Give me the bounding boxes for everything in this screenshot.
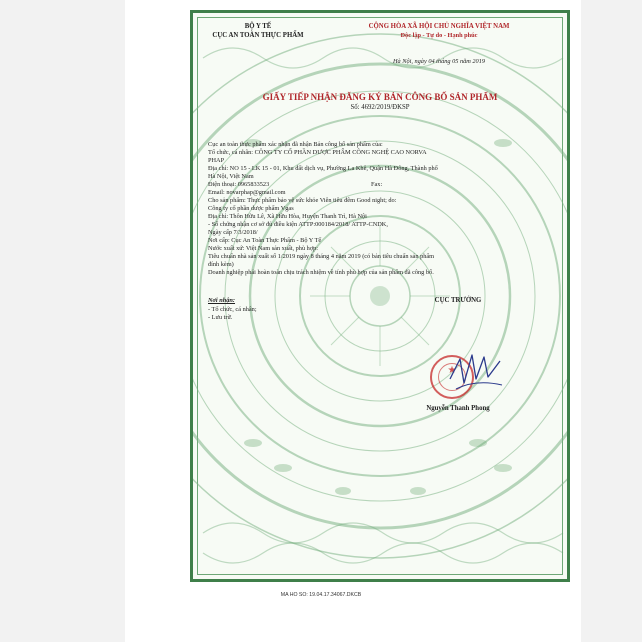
body-line: Nước xuất xứ: Việt Nam sản xuất, phù hợp: bbox=[208, 245, 319, 252]
body-line: Hà Nội, Việt Nam bbox=[208, 173, 254, 180]
body-line: Cho sản phẩm: Thực phẩm bảo vệ sức khỏe Viên tiêu đêm Good night; do: bbox=[208, 197, 397, 204]
recipient-item: - Lưu trữ. bbox=[208, 314, 233, 321]
document-title: GIẤY TIẾP NHẬN ĐĂNG KÝ BẢN CÔNG BỐ SẢN PHẨM bbox=[262, 92, 498, 102]
body-line: Cục an toàn thực phẩm xác nhận đã nhận Bản công bố sản phẩm của: bbox=[208, 141, 383, 148]
department-name: CỤC AN TOÀN THỰC PHẨM bbox=[212, 32, 304, 39]
body-line: PHAP bbox=[208, 157, 225, 164]
country-name: CỘNG HÒA XÃ HỘI CHỦ NGHĨA VIỆT NAM bbox=[368, 23, 510, 30]
body-line: - Số chứng nhận cơ sở đủ điều kiện ATTP:000184/2018/ ATTP-CNDK, bbox=[208, 221, 388, 228]
body-line: Ngày cấp 7/3/2018/ bbox=[208, 229, 258, 236]
dossier-code: MA HO SO: 19.04.17.34067.DKCB bbox=[280, 592, 362, 598]
body-line: đính kèm) bbox=[208, 261, 234, 268]
signer-title: CỤC TRƯỞNG bbox=[434, 297, 482, 304]
recipient-item: - Tổ chức, cá nhân; bbox=[208, 306, 257, 313]
body-line: Địa chỉ: NO 15 - LK 15 - 01, Khu đất dịch vụ, Phường La Khê, Quận Hà Đông, Thành phố bbox=[208, 165, 438, 172]
document-number: Số: 4692/2019/ĐKSP bbox=[350, 104, 410, 111]
issue-date: Hà Nội, ngày 04 tháng 05 năm 2019 bbox=[392, 58, 485, 65]
body-line: Điện thoại: 0965833523 bbox=[208, 181, 270, 188]
body-line: Email: novarphap@gmail.com bbox=[208, 189, 286, 196]
ministry-name: BỘ Y TẾ bbox=[244, 23, 272, 30]
body-line: Tổ chức, cá nhân: CÔNG TY CỔ PHẦN DƯỢC PHẨM CÔNG NGHỆ CAO NORVA bbox=[208, 149, 427, 156]
seal-star-icon: ★ bbox=[447, 365, 457, 376]
signer-name: Nguyễn Thanh Phong bbox=[426, 405, 490, 412]
handwritten-signature bbox=[446, 349, 506, 397]
body-line: Tiêu chuẩn nhà sản xuất số 1/2019 ngày 8 tháng 4 năm 2019 (có bản tiêu chuẩn sản phẩm bbox=[208, 253, 435, 260]
body-line: Doanh nghiệp phải hoàn toàn chịu trách nhiệm về tính phù hợp của sản phẩm đã công bố. bbox=[208, 269, 434, 276]
national-motto: Độc lập - Tự do - Hạnh phúc bbox=[400, 32, 478, 39]
certificate-document bbox=[190, 10, 570, 582]
recipients-label: Nơi nhận: bbox=[208, 297, 236, 304]
fax-label: Fax: bbox=[371, 181, 383, 188]
body-line: Nơi cấp: Cục An Toàn Thực Phẩm - Bộ Y Tế bbox=[208, 237, 322, 244]
body-line: Công ty cổ phần dược phẩm Vgas bbox=[208, 205, 294, 212]
body-line: Địa chỉ: Thôn Hữu Lê, Xã Hữu Hòa, Huyện Thanh Trì, Hà Nội bbox=[208, 213, 367, 220]
